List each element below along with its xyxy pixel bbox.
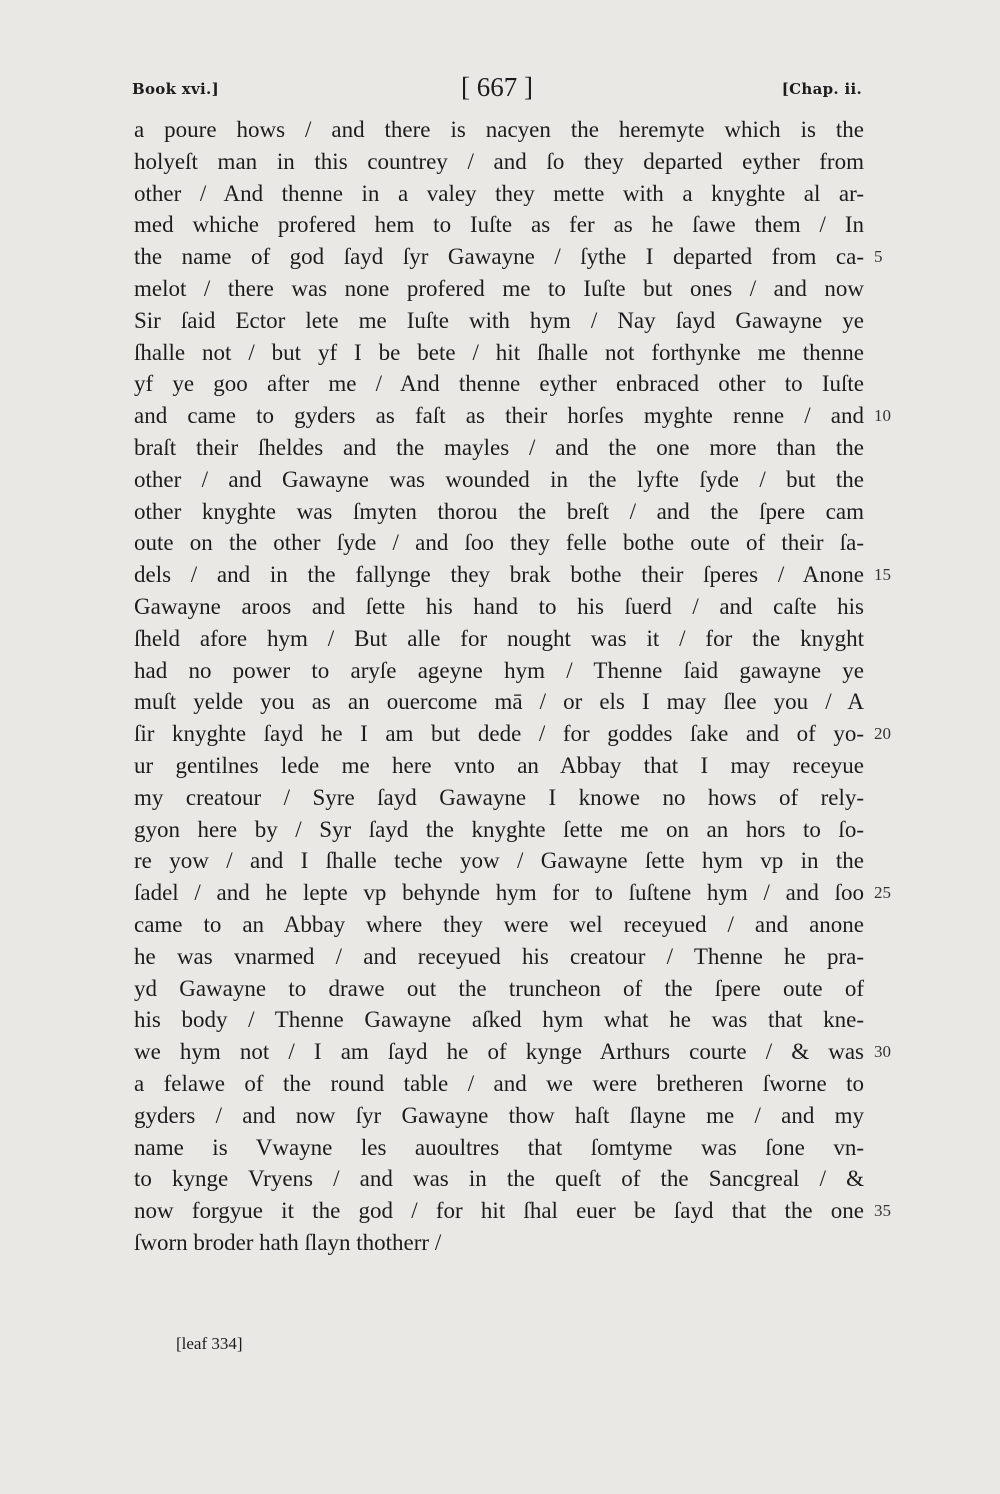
book-label: Book xvi.] bbox=[132, 80, 219, 98]
text-line bbox=[134, 686, 864, 718]
line-text: my creatour / Syre ſayd Gawayne I knowe no hows of rely- bbox=[134, 784, 864, 810]
text-line bbox=[134, 527, 864, 559]
line-text: Sir ſaid Ector lete me Iuſte with hym / Nay ſayd Gawayne ye bbox=[134, 307, 864, 333]
text-line bbox=[134, 1036, 891, 1068]
chapter-label: [Chap. ii. bbox=[781, 80, 862, 98]
text-line bbox=[134, 1004, 864, 1036]
text-line bbox=[134, 432, 864, 464]
text-line bbox=[134, 814, 864, 846]
line-text: we hym not / I am ſayd he of kynge Arthurs courte / & was bbox=[134, 1039, 864, 1065]
line-number: 15 bbox=[874, 565, 891, 585]
text-line bbox=[134, 655, 864, 687]
line-number: 25 bbox=[874, 883, 891, 903]
line-text: ſworn broder hath ſlayn thotherr / bbox=[134, 1229, 442, 1255]
line-text: a poure hows / and there is nacyen the heremyte which is the bbox=[134, 117, 864, 142]
line-text: holyeſt man in this countrey / and ſo they departed eyther from bbox=[134, 148, 864, 174]
line-text: now forgyue it the god / for hit ſhal euer be ſayd that the one bbox=[134, 1198, 864, 1224]
text-line bbox=[134, 623, 864, 655]
line-number: 10 bbox=[874, 406, 891, 426]
page-number: [ 667 ] bbox=[461, 72, 533, 102]
text-line bbox=[134, 464, 864, 496]
line-text: re yow / and I ſhalle teche yow / Gawayne ſette hym vp in the bbox=[134, 848, 864, 874]
text-line bbox=[134, 1163, 864, 1195]
body-text bbox=[134, 114, 891, 1259]
line-text: braſt their ſheldes and the mayles / and the one more than the bbox=[134, 434, 864, 460]
text-line bbox=[134, 1195, 891, 1227]
line-text: other / And thenne in a valey they mette with a knyghte al ar- bbox=[134, 180, 864, 206]
text-line bbox=[134, 368, 864, 400]
line-text: other knyghte was ſmyten thorou the breſt / and the ſpere cam bbox=[134, 498, 864, 524]
line-text: med whiche profered hem to Iuſte as fer as he ſawe them / In bbox=[134, 212, 864, 238]
text-line bbox=[134, 750, 864, 782]
line-text: ſheld afore hym / But alle for nought was it / for the knyght bbox=[134, 625, 864, 651]
line-text: ſhalle not / but yf I be bete / hit ſhalle not forthynke me thenne bbox=[134, 339, 864, 365]
text-line bbox=[134, 337, 864, 369]
line-text: his body / Thenne Gawayne aſked hym what he was that kne- bbox=[134, 1007, 864, 1033]
line-text: and came to gyders as faſt as their horſes myghte renne / and bbox=[134, 403, 864, 429]
line-text: had no power to aryſe ageyne hym / Thenne ſaid gawayne ye bbox=[134, 657, 864, 683]
text-line bbox=[134, 877, 891, 909]
text-line bbox=[134, 400, 891, 432]
line-number: 30 bbox=[874, 1042, 891, 1062]
text-line bbox=[134, 241, 883, 273]
text-line bbox=[134, 718, 891, 750]
line-text: ur gentilnes lede me here vnto an Abbay that I may receyue bbox=[134, 752, 864, 778]
line-text: the name of god ſayd ſyr Gawayne / ſythe I departed from ca- bbox=[134, 244, 864, 270]
text-line bbox=[134, 1227, 864, 1259]
line-text: oute on the other ſyde / and ſoo they felle bothe oute of their ſa- bbox=[134, 530, 864, 556]
text-line bbox=[134, 146, 864, 178]
line-text: yd Gawayne to drawe out the truncheon of the ſpere oute of bbox=[134, 975, 864, 1001]
line-text: ſadel / and he lepte vp behynde hym for to ſuſtene hym / and ſoo bbox=[134, 880, 864, 906]
line-text: other / and Gawayne was wounded in the lyfte ſyde / but the bbox=[134, 466, 864, 492]
line-number: 5 bbox=[874, 247, 883, 267]
line-text: he was vnarmed / and receyued his creatour / Thenne he pra- bbox=[134, 943, 864, 969]
line-text: muſt yelde you as an ouercome mā / or els I may ſlee you / A bbox=[134, 689, 864, 715]
text-line bbox=[134, 782, 864, 814]
line-text: dels / and in the fallynge they brak bothe their ſperes / Anone bbox=[134, 562, 864, 588]
text-line bbox=[134, 909, 864, 941]
line-text: gyon here by / Syr ſayd the knyghte ſette me on an hors to ſo- bbox=[134, 816, 864, 842]
text-line bbox=[134, 591, 864, 623]
text-line bbox=[134, 1068, 864, 1100]
text-line bbox=[134, 178, 864, 210]
line-text: name is Vwayne les auoultres that ſomtyme was ſone vn- bbox=[134, 1134, 864, 1160]
text-line bbox=[134, 273, 864, 305]
line-number: 35 bbox=[874, 1201, 891, 1221]
text-line bbox=[134, 1132, 864, 1164]
line-text: gyders / and now ſyr Gawayne thow haſt ſlayne me / and my bbox=[134, 1102, 864, 1128]
line-text: a felawe of the round table / and we were bretheren ſworne to bbox=[134, 1070, 864, 1096]
line-text: yf ye goo after me / And thenne eyther enbraced other to Iuſte bbox=[134, 371, 864, 397]
line-text: came to an Abbay where they were wel receyued / and anone bbox=[134, 911, 864, 937]
line-text: Gawayne aroos and ſette his hand to his ſuerd / and caſte his bbox=[134, 593, 864, 619]
text-line bbox=[134, 1100, 864, 1132]
text-line bbox=[134, 114, 864, 146]
text-line bbox=[134, 496, 864, 528]
text-line bbox=[134, 973, 864, 1005]
running-header bbox=[132, 72, 862, 112]
text-line bbox=[134, 305, 864, 337]
text-line bbox=[134, 209, 864, 241]
text-line bbox=[134, 941, 864, 973]
text-line bbox=[134, 845, 864, 877]
line-text: to kynge Vryens / and was in the queſt of the Sancgreal / & bbox=[134, 1166, 864, 1192]
line-text: melot / there was none profered me to Iuſte but ones / and now bbox=[134, 275, 864, 301]
leaf-note: [leaf 334] bbox=[176, 1334, 243, 1353]
line-text: ſir knyghte ſayd he I am but dede / for goddes ſake and of yo- bbox=[134, 721, 864, 747]
line-number: 20 bbox=[874, 724, 891, 744]
text-line bbox=[134, 559, 891, 591]
